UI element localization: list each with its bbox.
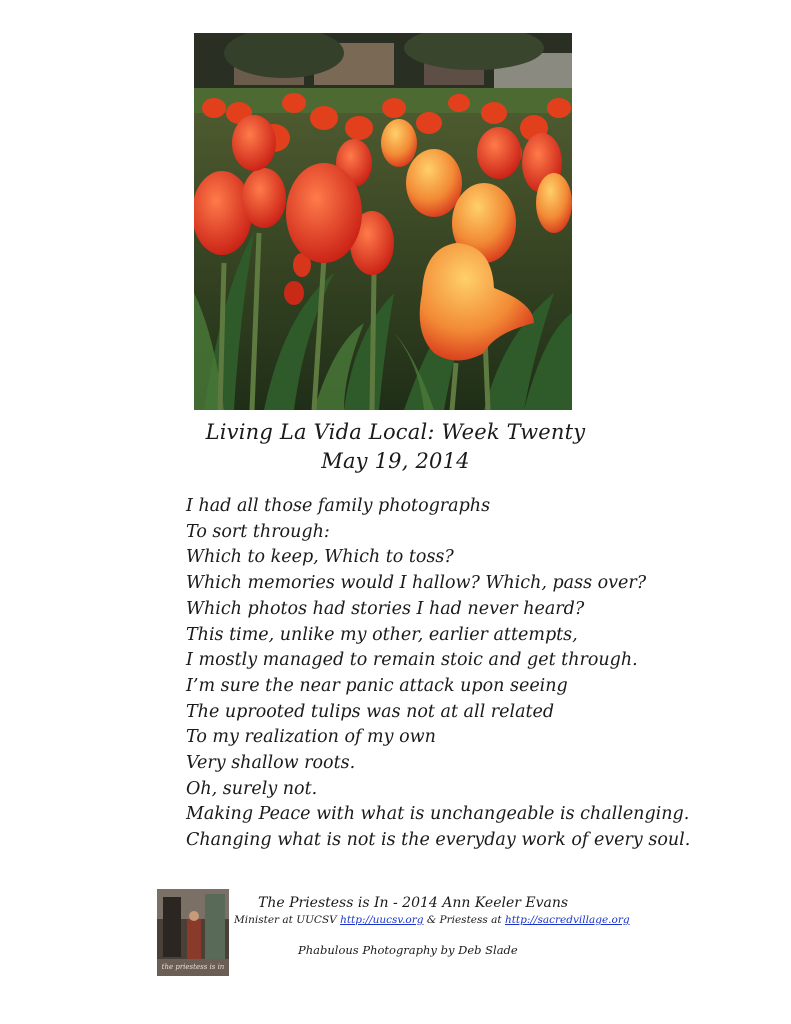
poem-line: The uprooted tulips was not at all related <box>186 701 555 722</box>
poem-line: I had all those family photographs <box>186 496 491 516</box>
priestess-photo-icon <box>157 889 229 976</box>
poem-line: Oh, surely not. <box>186 778 318 799</box>
page-date: May 19, 2014 <box>321 449 470 473</box>
poem-line: To sort through: <box>186 521 330 542</box>
poem-line: To my realization of my own <box>186 727 436 748</box>
poem-line: Which to keep, Which to toss? <box>186 547 454 568</box>
sacred-village-link[interactable]: http://sacredvillage.org <box>504 914 630 926</box>
uucsv-link[interactable]: http://uucsv.org <box>340 914 424 926</box>
poem-line: Very shallow roots. <box>186 753 356 774</box>
poem-line: I’m sure the near panic attack upon seeing <box>186 675 568 696</box>
photo-credit: Phabulous Photography by Deb Slade <box>298 943 518 957</box>
priestess-logo-thumbnail <box>157 889 229 976</box>
footer-credit: The Priestess is In - 2014 Ann Keeler Evans <box>258 895 569 911</box>
poem-line: This time, unlike my other, earlier attempts, <box>186 624 578 645</box>
tulip-field-photo <box>194 33 572 410</box>
footer-minister-line <box>234 914 630 926</box>
poem-line: Which memories would I hallow? Which, pass over? <box>186 573 647 594</box>
minister-prefix: Minister at UUCSV <box>234 914 341 926</box>
tulip-photo <box>194 33 572 410</box>
thumb-caption: the priestess is in <box>161 963 225 971</box>
poem-line: Changing what is not is the everyday work of every soul. <box>186 830 691 851</box>
priestess-prefix: & Priestess at <box>423 914 505 926</box>
page-title: Living La Vida Local: Week Twenty <box>205 420 586 444</box>
poem-line: I mostly managed to remain stoic and get through. <box>186 650 638 671</box>
poem-line: Which photos had stories I had never heard? <box>186 598 585 619</box>
poem-line: Making Peace with what is unchangeable is challenging. <box>186 804 690 825</box>
poem <box>186 494 706 854</box>
